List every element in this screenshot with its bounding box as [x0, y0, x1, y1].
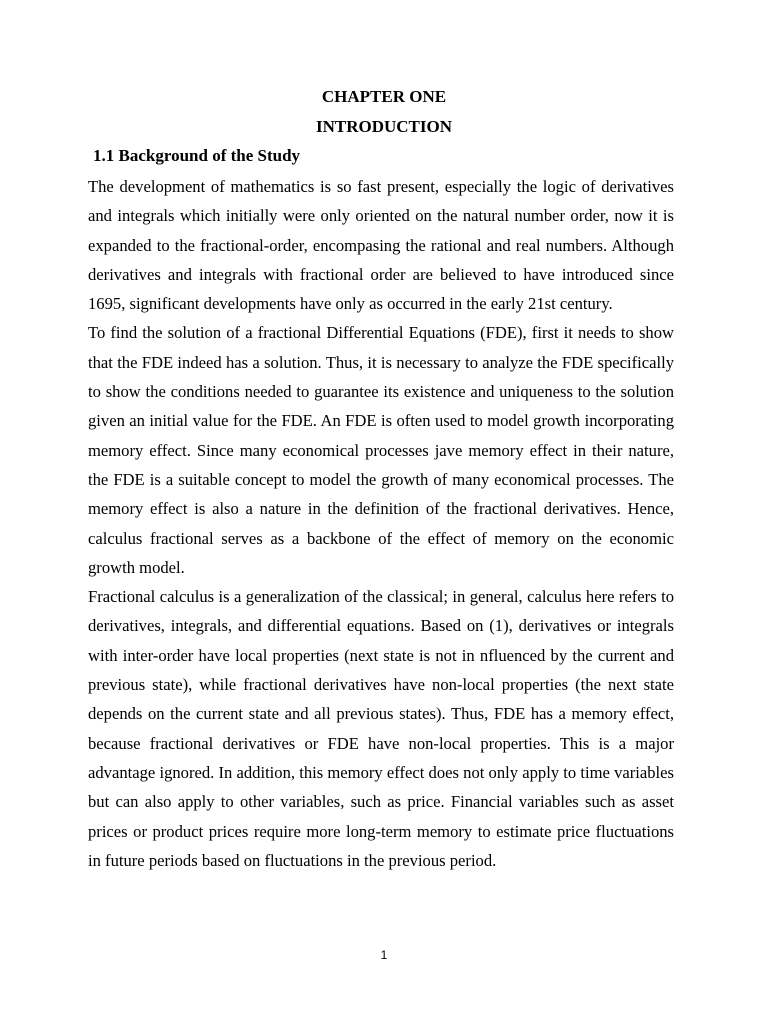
- paragraph-3: Fractional calculus is a generalization of the classical; in general, calculus here refers to derivatives, integrals, and differential equations. Based on (1), derivatives or integrals with inter-order have local properties (next state is not in nfluenced by the current and previous state), while fractional derivatives have non-local properties (the next state depends on the current state and all previous states). Thus, FDE has a memory effect, because fractional derivatives or FDE have non-local properties. This is a major advantage ignored. In addition, this memory effect does not only apply to time variables but can also apply to other variables, such as price. Financial variables such as asset prices or product prices require more long-term memory to estimate price fluctuations in future periods based on fluctuations in the previous period.: [88, 587, 674, 870]
- chapter-title: CHAPTER ONE: [321, 87, 447, 106]
- page-number: 1: [380, 948, 388, 962]
- body-text: [88, 172, 674, 875]
- paragraph-2: To find the solution of a fractional Differential Equations (FDE), first it needs to show that the FDE indeed has a solution. Thus, it is necessary to analyze the FDE specifically to show the conditions needed to guarantee its existence and uniqueness to the solution given an initial value for the FDE. An FDE is often used to model growth incorporating memory effect. Since many economical processes jave memory effect in their nature, the FDE is a suitable concept to model the growth of many economical processes. The memory effect is also a nature in the definition of the fractional derivatives. Hence, calculus fractional serves as a backbone of the effect of memory on the economic growth model.: [88, 323, 674, 577]
- chapter-subtitle: INTRODUCTION: [315, 117, 453, 136]
- paragraph-1: The development of mathematics is so fast present, especially the logic of derivatives and integrals which initially were only oriented on the natural number order, now it is expanded to the fractional-order, encompasing the rational and real numbers. Although derivatives and integrals with fractional order are believed to have introduced since 1695, significant developments have only as occurred in the early 21st century.: [88, 177, 674, 314]
- section-heading: 1.1 Background of the Study: [93, 146, 301, 165]
